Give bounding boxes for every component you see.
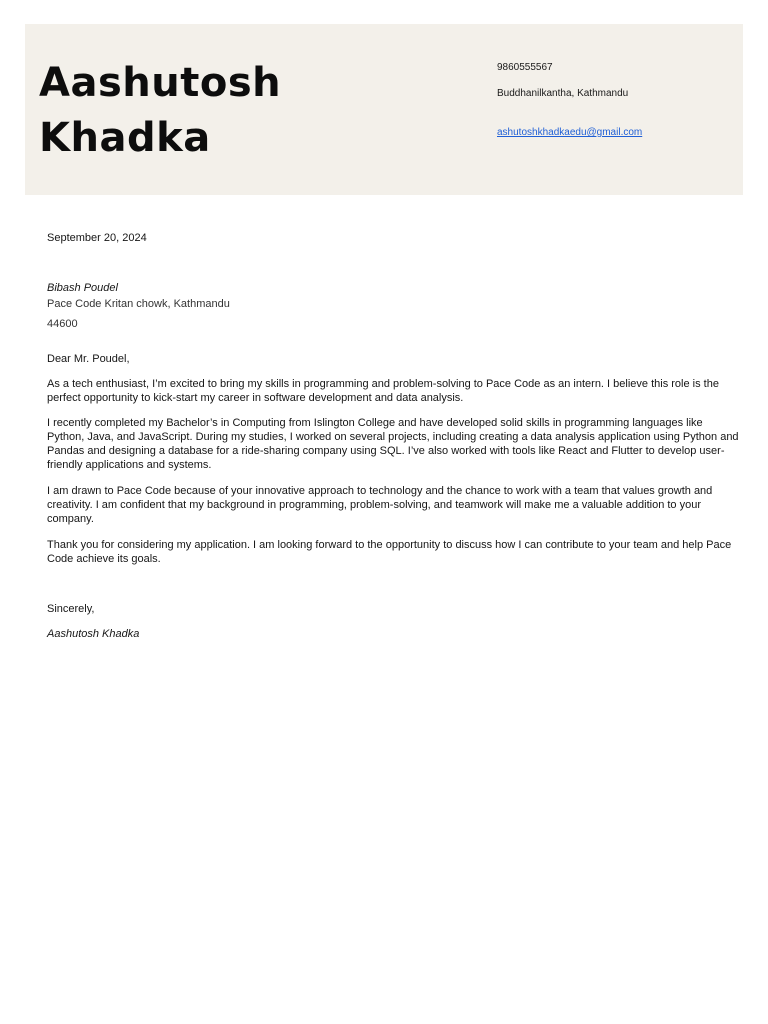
sender-phone: 9860555567: [497, 62, 553, 73]
sender-name: [39, 56, 281, 166]
sender-first-name: Aashutosh: [39, 60, 282, 106]
letter-date: September 20, 2024: [47, 232, 147, 244]
recipient-name: Bibash Poudel: [47, 282, 118, 294]
signature: Aashutosh Khadka: [47, 628, 140, 640]
paragraph-motivation: I am drawn to Pace Code because of your innovative approach to technology and the chance to work with a team that values growth and creativity. I am confident that my background in programming, problem-solving, and teamwork will make me a valuable addition to your company.: [47, 485, 713, 525]
paragraph-education: I recently completed my Bachelor’s in Computing from Islington College and have developed solid skills in programming languages like Python, Java, and JavaScript. During my studies, I worked on several projects, including creating a data analysis application using Python and Pandas and designing a database for a ride-sharing company using SQL. I’ve also worked with tools like React and Flutter to develop user-friendly applications and systems.: [47, 417, 739, 471]
sender-last-name: Khadka: [39, 115, 211, 161]
paragraph-closing: Thank you for considering my application. I am looking forward to the opportunity to discuss how I can contribute to your team and help Pace Code achieve its goals.: [47, 539, 732, 565]
sender-address: Buddhanilkantha, Kathmandu: [497, 88, 629, 99]
paragraph-intro: As a tech enthusiast, I’m excited to bring my skills in programming and problem-solving to Pace Code as an intern. I believe this role is the perfect opportunity to kick-start my career in software development and data analysis.: [47, 378, 719, 404]
recipient-zip: 44600: [47, 318, 78, 330]
closing: Sincerely,: [47, 603, 95, 615]
sender-email-link[interactable]: ashutoshkhadkaedu@gmail.com: [497, 127, 643, 138]
letterhead: [25, 24, 743, 195]
salutation: Dear Mr. Poudel,: [47, 353, 130, 365]
recipient-address: Pace Code Kritan chowk, Kathmandu: [47, 298, 230, 310]
